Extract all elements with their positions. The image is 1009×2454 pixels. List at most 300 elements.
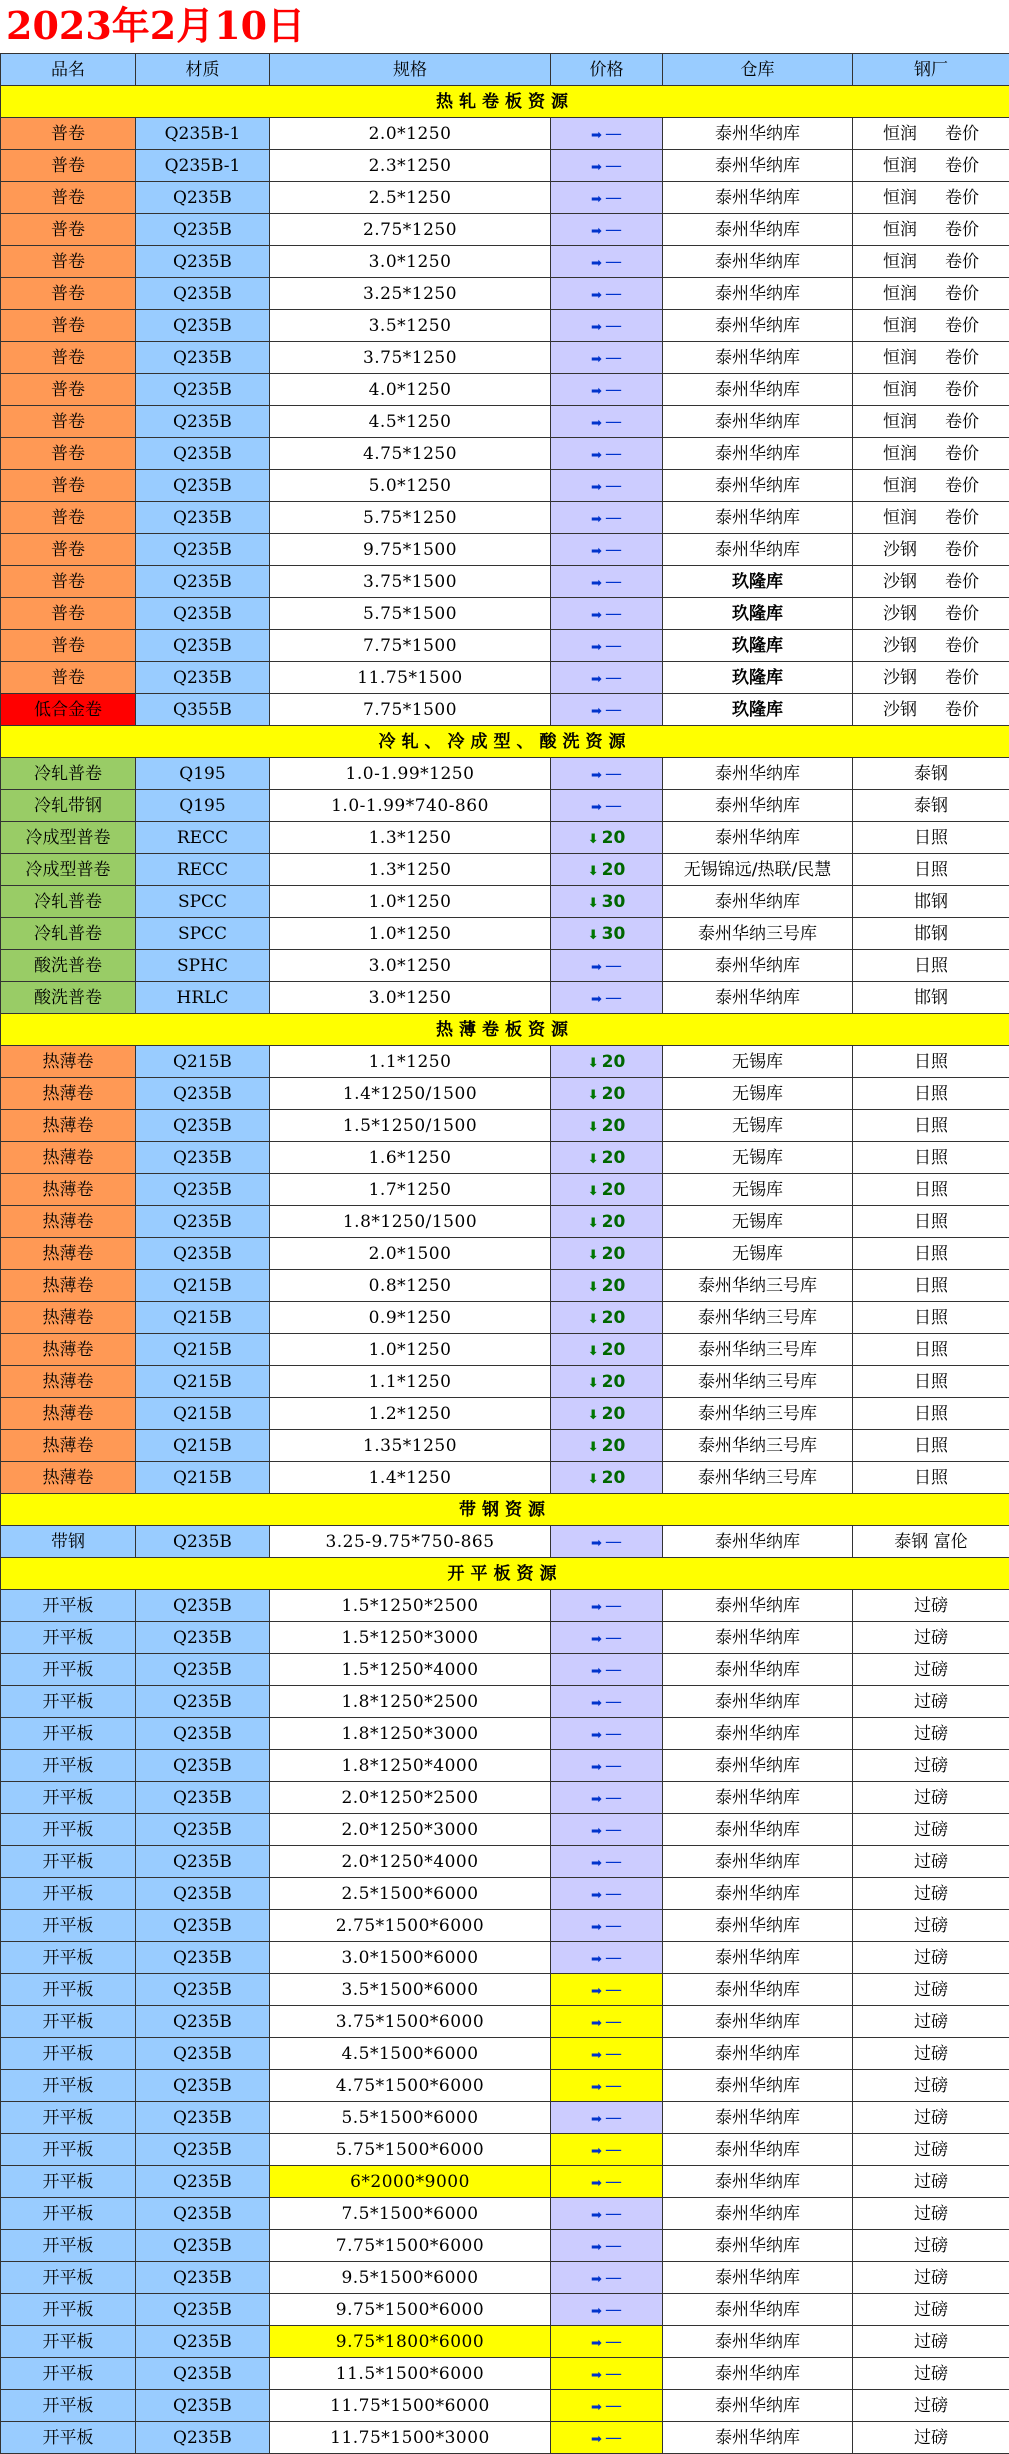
right-arrow-icon: ➡: [591, 1537, 602, 1550]
product-name-cell: 开平板: [1, 2134, 136, 2166]
price-value: —: [605, 702, 622, 719]
mill-cell: [853, 1462, 1009, 1494]
mill-name: 过磅: [914, 2366, 948, 2383]
price-cell: [551, 246, 663, 278]
table-row: [1, 694, 1009, 726]
price-cell: [551, 2166, 663, 2198]
spec-cell: 1.3*1250: [270, 854, 551, 886]
price-cell: [551, 1526, 663, 1558]
price-value: —: [605, 2142, 622, 2159]
product-name-cell: 普卷: [1, 662, 136, 694]
mill-cell: [853, 310, 1009, 342]
warehouse-cell: 无锡库: [663, 1078, 853, 1110]
price-value: —: [605, 2014, 622, 2031]
spec-cell: 9.5*1500*6000: [270, 2262, 551, 2294]
spec-cell: 2.75*1500*6000: [270, 1910, 551, 1942]
price-basis-note: 卷价: [945, 542, 979, 559]
product-name-cell: 热薄卷: [1, 1142, 136, 1174]
mill-name: 日照: [914, 862, 948, 879]
warehouse-cell: 泰州华纳库: [663, 278, 853, 310]
product-name-cell: 热薄卷: [1, 1334, 136, 1366]
spec-cell: 7.75*1500*6000: [270, 2230, 551, 2262]
price-value: 20: [602, 1406, 626, 1423]
price-value: —: [605, 670, 622, 687]
mill-cell: [853, 150, 1009, 182]
mill-name: 恒润: [883, 158, 917, 175]
price-cell: [551, 1366, 663, 1398]
mill-cell: [853, 1398, 1009, 1430]
price-cell: [551, 1334, 663, 1366]
material-cell: SPCC: [136, 886, 270, 918]
warehouse-cell: 无锡库: [663, 1206, 853, 1238]
price-basis-note: 卷价: [945, 190, 979, 207]
product-name-cell: 普卷: [1, 566, 136, 598]
mill-name: 沙钢: [883, 702, 917, 719]
warehouse-cell: 泰州华纳库: [663, 2038, 853, 2070]
product-name-cell: 普卷: [1, 214, 136, 246]
warehouse-cell: 泰州华纳库: [663, 758, 853, 790]
page-title: 2023年2月10日: [6, 0, 305, 52]
mill-name: 过磅: [914, 2078, 948, 2095]
spec-cell: 3.5*1250: [270, 310, 551, 342]
product-name-cell: 热薄卷: [1, 1430, 136, 1462]
table-row: [1, 1110, 1009, 1142]
material-cell: Q235B: [136, 566, 270, 598]
price-value: 20: [602, 1150, 626, 1167]
spec-cell: 1.7*1250: [270, 1174, 551, 1206]
down-arrow-icon: ⬇: [588, 1089, 599, 1102]
material-cell: Q235B: [136, 2294, 270, 2326]
mill-cell: [853, 2070, 1009, 2102]
right-arrow-icon: ➡: [591, 1601, 602, 1614]
warehouse-cell: 泰州华纳库: [663, 1750, 853, 1782]
material-cell: Q235B: [136, 662, 270, 694]
price-cell: [551, 182, 663, 214]
spec-cell: 1.5*1250*4000: [270, 1654, 551, 1686]
table-row: [1, 790, 1009, 822]
table-row: [1, 1206, 1009, 1238]
right-arrow-icon: ➡: [591, 385, 602, 398]
mill-name: 日照: [914, 1214, 948, 1231]
material-cell: Q235B: [136, 310, 270, 342]
mill-name: 恒润: [883, 478, 917, 495]
price-value: —: [605, 510, 622, 527]
price-cell: [551, 342, 663, 374]
warehouse-cell: 泰州华纳库: [663, 502, 853, 534]
mill-name: 恒润: [883, 318, 917, 335]
spec-cell: 2.0*1250*2500: [270, 1782, 551, 1814]
warehouse-cell: 泰州华纳库: [663, 886, 853, 918]
spec-cell: 5.75*1250: [270, 502, 551, 534]
price-cell: [551, 150, 663, 182]
product-name-cell: 开平板: [1, 2166, 136, 2198]
price-cell: [551, 118, 663, 150]
warehouse-cell: 泰州华纳库: [663, 2134, 853, 2166]
mill-cell: [853, 438, 1009, 470]
right-arrow-icon: ➡: [591, 2209, 602, 2222]
material-cell: HRLC: [136, 982, 270, 1014]
right-arrow-icon: ➡: [591, 577, 602, 590]
mill-cell: [853, 790, 1009, 822]
table-row: [1, 758, 1009, 790]
table-row: [1, 150, 1009, 182]
section-header-row: [1, 726, 1009, 758]
price-cell: [551, 2422, 663, 2454]
spec-cell: 2.3*1250: [270, 150, 551, 182]
price-value: —: [605, 574, 622, 591]
price-cell: [551, 2134, 663, 2166]
table-row: [1, 374, 1009, 406]
down-arrow-icon: ⬇: [588, 1473, 599, 1486]
price-value: —: [605, 2270, 622, 2287]
spec-cell: 2.0*1250*3000: [270, 1814, 551, 1846]
right-arrow-icon: ➡: [591, 2401, 602, 2414]
price-cell: [551, 1718, 663, 1750]
warehouse-cell: 泰州华纳库: [663, 406, 853, 438]
mill-cell: [853, 1622, 1009, 1654]
warehouse-cell: 泰州华纳三号库: [663, 918, 853, 950]
price-cell: [551, 758, 663, 790]
price-cell: [551, 374, 663, 406]
spec-cell: 1.5*1250*2500: [270, 1590, 551, 1622]
mill-cell: [853, 246, 1009, 278]
header-mill: 钢厂: [853, 54, 1009, 86]
table-row: [1, 438, 1009, 470]
price-cell: [551, 790, 663, 822]
warehouse-cell: 泰州华纳库: [663, 246, 853, 278]
price-value: —: [605, 1726, 622, 1743]
mill-cell: [853, 2038, 1009, 2070]
down-arrow-icon: ⬇: [588, 1281, 599, 1294]
table-row: [1, 1750, 1009, 1782]
right-arrow-icon: ➡: [591, 1825, 602, 1838]
material-cell: RECC: [136, 822, 270, 854]
price-value: —: [605, 190, 622, 207]
price-value: —: [605, 958, 622, 975]
price-cell: [551, 502, 663, 534]
price-value: —: [605, 1534, 622, 1551]
mill-cell: [853, 118, 1009, 150]
mill-cell: [853, 1174, 1009, 1206]
spec-cell: 4.0*1250: [270, 374, 551, 406]
mill-cell: [853, 342, 1009, 374]
table-row: [1, 2134, 1009, 2166]
material-cell: Q215B: [136, 1462, 270, 1494]
mill-cell: [853, 1334, 1009, 1366]
mill-name: 过磅: [914, 2174, 948, 2191]
mill-name: 日照: [914, 1278, 948, 1295]
spec-cell: 3.75*1250: [270, 342, 551, 374]
mill-name: 过磅: [914, 2110, 948, 2127]
spec-cell: 1.6*1250: [270, 1142, 551, 1174]
warehouse-cell: 泰州华纳库: [663, 374, 853, 406]
mill-name: 过磅: [914, 1886, 948, 1903]
warehouse-cell: 泰州华纳库: [663, 214, 853, 246]
material-cell: Q215B: [136, 1334, 270, 1366]
material-cell: Q235B: [136, 2198, 270, 2230]
mill-name: 过磅: [914, 1630, 948, 1647]
mill-cell: [853, 886, 1009, 918]
table-row: [1, 854, 1009, 886]
price-value: —: [605, 2078, 622, 2095]
material-cell: Q215B: [136, 1430, 270, 1462]
price-table-body: [1, 54, 1009, 2454]
price-value: 20: [602, 1470, 626, 1487]
spec-cell: 0.8*1250: [270, 1270, 551, 1302]
table-row: [1, 630, 1009, 662]
material-cell: Q235B: [136, 2102, 270, 2134]
header-material: 材质: [136, 54, 270, 86]
warehouse-cell: 无锡库: [663, 1142, 853, 1174]
mill-cell: [853, 2006, 1009, 2038]
spec-cell: 3.0*1250: [270, 246, 551, 278]
table-row: [1, 982, 1009, 1014]
spec-cell: 9.75*1500*6000: [270, 2294, 551, 2326]
table-row: [1, 2390, 1009, 2422]
mill-name: 沙钢: [883, 574, 917, 591]
price-value: 20: [602, 1310, 626, 1327]
spec-cell: 3.0*1250: [270, 982, 551, 1014]
price-basis-note: 卷价: [945, 286, 979, 303]
material-cell: Q215B: [136, 1366, 270, 1398]
spec-cell: 7.75*1500: [270, 630, 551, 662]
price-cell: [551, 1974, 663, 2006]
spec-cell: 1.0-1.99*1250: [270, 758, 551, 790]
table-row: [1, 406, 1009, 438]
mill-cell: [853, 1366, 1009, 1398]
right-arrow-icon: ➡: [591, 1697, 602, 1710]
product-name-cell: 普卷: [1, 374, 136, 406]
spec-cell: 6*2000*9000: [270, 2166, 551, 2198]
product-name-cell: 热薄卷: [1, 1078, 136, 1110]
down-arrow-icon: ⬇: [588, 1217, 599, 1230]
warehouse-cell: 泰州华纳三号库: [663, 1430, 853, 1462]
material-cell: Q235B-1: [136, 150, 270, 182]
warehouse-cell: 玖隆库: [663, 566, 853, 598]
material-cell: Q195: [136, 790, 270, 822]
spec-cell: 5.5*1500*6000: [270, 2102, 551, 2134]
warehouse-cell: 泰州华纳库: [663, 182, 853, 214]
warehouse-cell: 泰州华纳库: [663, 2358, 853, 2390]
price-cell: [551, 2198, 663, 2230]
price-value: —: [605, 1662, 622, 1679]
mill-name: 邯钢: [914, 926, 948, 943]
price-cell: [551, 1878, 663, 1910]
mill-cell: [853, 1910, 1009, 1942]
right-arrow-icon: ➡: [591, 609, 602, 622]
table-row: [1, 246, 1009, 278]
mill-cell: [853, 918, 1009, 950]
product-name-cell: 普卷: [1, 630, 136, 662]
right-arrow-icon: ➡: [591, 1857, 602, 1870]
price-basis-note: 卷价: [945, 638, 979, 655]
product-name-cell: 低合金卷: [1, 694, 136, 726]
product-name-cell: 开平板: [1, 2230, 136, 2262]
price-value: —: [605, 1950, 622, 1967]
material-cell: Q235B: [136, 374, 270, 406]
table-row: [1, 1334, 1009, 1366]
spec-cell: 11.5*1500*6000: [270, 2358, 551, 2390]
warehouse-cell: 泰州华纳库: [663, 950, 853, 982]
material-cell: Q235B: [136, 2006, 270, 2038]
mill-name: 过磅: [914, 1982, 948, 1999]
spec-cell: 1.8*1250*2500: [270, 1686, 551, 1718]
table-row: [1, 1046, 1009, 1078]
mill-name: 日照: [914, 1246, 948, 1263]
mill-name: 过磅: [914, 2142, 948, 2159]
table-row: [1, 918, 1009, 950]
price-value: —: [605, 414, 622, 431]
price-cell: [551, 534, 663, 566]
right-arrow-icon: ➡: [591, 1889, 602, 1902]
price-value: —: [605, 318, 622, 335]
right-arrow-icon: ➡: [591, 289, 602, 302]
mill-name: 过磅: [914, 1854, 948, 1871]
right-arrow-icon: ➡: [591, 1953, 602, 1966]
right-arrow-icon: ➡: [591, 961, 602, 974]
mill-name: 过磅: [914, 2430, 948, 2447]
product-name-cell: 热薄卷: [1, 1046, 136, 1078]
mill-name: 过磅: [914, 2014, 948, 2031]
table-row: [1, 2230, 1009, 2262]
table-row: [1, 2198, 1009, 2230]
section-title: 带钢资源: [1, 1494, 1009, 1526]
header-product: 品名: [1, 54, 136, 86]
warehouse-cell: 泰州华纳库: [663, 1910, 853, 1942]
table-row: [1, 1814, 1009, 1846]
price-cell: [551, 1462, 663, 1494]
spec-cell: 1.3*1250: [270, 822, 551, 854]
table-row: [1, 2422, 1009, 2454]
down-arrow-icon: ⬇: [588, 833, 599, 846]
price-cell: [551, 2326, 663, 2358]
right-arrow-icon: ➡: [591, 2433, 602, 2446]
right-arrow-icon: ➡: [591, 2305, 602, 2318]
mill-cell: [853, 566, 1009, 598]
material-cell: Q235B: [136, 2262, 270, 2294]
mill-name: 日照: [914, 1310, 948, 1327]
mill-name: 日照: [914, 1438, 948, 1455]
price-value: 20: [602, 1118, 626, 1135]
mill-cell: [853, 982, 1009, 1014]
header-spec: 规格: [270, 54, 551, 86]
product-name-cell: 普卷: [1, 118, 136, 150]
right-arrow-icon: ➡: [591, 1793, 602, 1806]
material-cell: Q235B: [136, 1878, 270, 1910]
mill-cell: [853, 1046, 1009, 1078]
table-row: [1, 534, 1009, 566]
product-name-cell: 开平板: [1, 1942, 136, 1974]
warehouse-cell: 泰州华纳库: [663, 310, 853, 342]
material-cell: Q235B: [136, 630, 270, 662]
warehouse-cell: 无锡锦远/热联/民慧: [663, 854, 853, 886]
warehouse-cell: 无锡库: [663, 1110, 853, 1142]
material-cell: Q235B: [136, 502, 270, 534]
price-cell: [551, 1430, 663, 1462]
product-name-cell: 开平板: [1, 1814, 136, 1846]
price-value: —: [605, 2398, 622, 2415]
mill-name: 过磅: [914, 2398, 948, 2415]
price-value: —: [605, 766, 622, 783]
price-value: —: [605, 638, 622, 655]
mill-cell: [853, 2230, 1009, 2262]
product-name-cell: 开平板: [1, 1974, 136, 2006]
spec-cell: 1.5*1250/1500: [270, 1110, 551, 1142]
material-cell: Q235B: [136, 1686, 270, 1718]
warehouse-cell: 无锡库: [663, 1174, 853, 1206]
price-basis-note: 卷价: [945, 702, 979, 719]
mill-cell: [853, 2358, 1009, 2390]
mill-name: 恒润: [883, 254, 917, 271]
mill-name: 恒润: [883, 350, 917, 367]
material-cell: Q215B: [136, 1398, 270, 1430]
mill-name: 恒润: [883, 286, 917, 303]
spec-cell: 11.75*1500: [270, 662, 551, 694]
spec-cell: 0.9*1250: [270, 1302, 551, 1334]
mill-name: 日照: [914, 1406, 948, 1423]
price-cell: [551, 1078, 663, 1110]
table-row: [1, 2294, 1009, 2326]
mill-name: 沙钢: [883, 606, 917, 623]
warehouse-cell: 泰州华纳库: [663, 2230, 853, 2262]
header-row: [1, 54, 1009, 86]
down-arrow-icon: ⬇: [588, 865, 599, 878]
spec-cell: 2.0*1500: [270, 1238, 551, 1270]
material-cell: Q215B: [136, 1270, 270, 1302]
spec-cell: 3.0*1250: [270, 950, 551, 982]
section-title: 冷轧、冷成型、酸洗资源: [1, 726, 1009, 758]
table-row: [1, 182, 1009, 214]
mill-name: 恒润: [883, 510, 917, 527]
price-cell: [551, 982, 663, 1014]
table-row: [1, 2358, 1009, 2390]
mill-cell: [853, 1110, 1009, 1142]
table-row: [1, 1142, 1009, 1174]
mill-cell: [853, 1750, 1009, 1782]
spec-cell: 3.5*1500*6000: [270, 1974, 551, 2006]
product-name-cell: 开平板: [1, 1878, 136, 1910]
table-row: [1, 1270, 1009, 1302]
price-value: —: [605, 158, 622, 175]
price-value: —: [605, 990, 622, 1007]
spec-cell: 3.75*1500: [270, 566, 551, 598]
warehouse-cell: 泰州华纳库: [663, 2326, 853, 2358]
spec-cell: 1.4*1250: [270, 1462, 551, 1494]
product-name-cell: 开平板: [1, 2390, 136, 2422]
table-row: [1, 1878, 1009, 1910]
material-cell: Q235B: [136, 214, 270, 246]
mill-name: 邯钢: [914, 894, 948, 911]
price-cell: [551, 1846, 663, 1878]
product-name-cell: 冷轧带钢: [1, 790, 136, 822]
mill-cell: [853, 1430, 1009, 1462]
price-cell: [551, 854, 663, 886]
mill-cell: [853, 2422, 1009, 2454]
mill-cell: [853, 854, 1009, 886]
mill-cell: [853, 2294, 1009, 2326]
right-arrow-icon: ➡: [591, 1665, 602, 1678]
spec-cell: 1.1*1250: [270, 1046, 551, 1078]
mill-name: 过磅: [914, 2334, 948, 2351]
price-value: —: [605, 1982, 622, 1999]
table-row: [1, 310, 1009, 342]
price-value: —: [605, 286, 622, 303]
warehouse-cell: 泰州华纳三号库: [663, 1270, 853, 1302]
product-name-cell: 普卷: [1, 310, 136, 342]
material-cell: Q235B: [136, 1590, 270, 1622]
spec-cell: 1.0*1250: [270, 886, 551, 918]
mill-name: 泰钢 富伦: [894, 1534, 967, 1551]
